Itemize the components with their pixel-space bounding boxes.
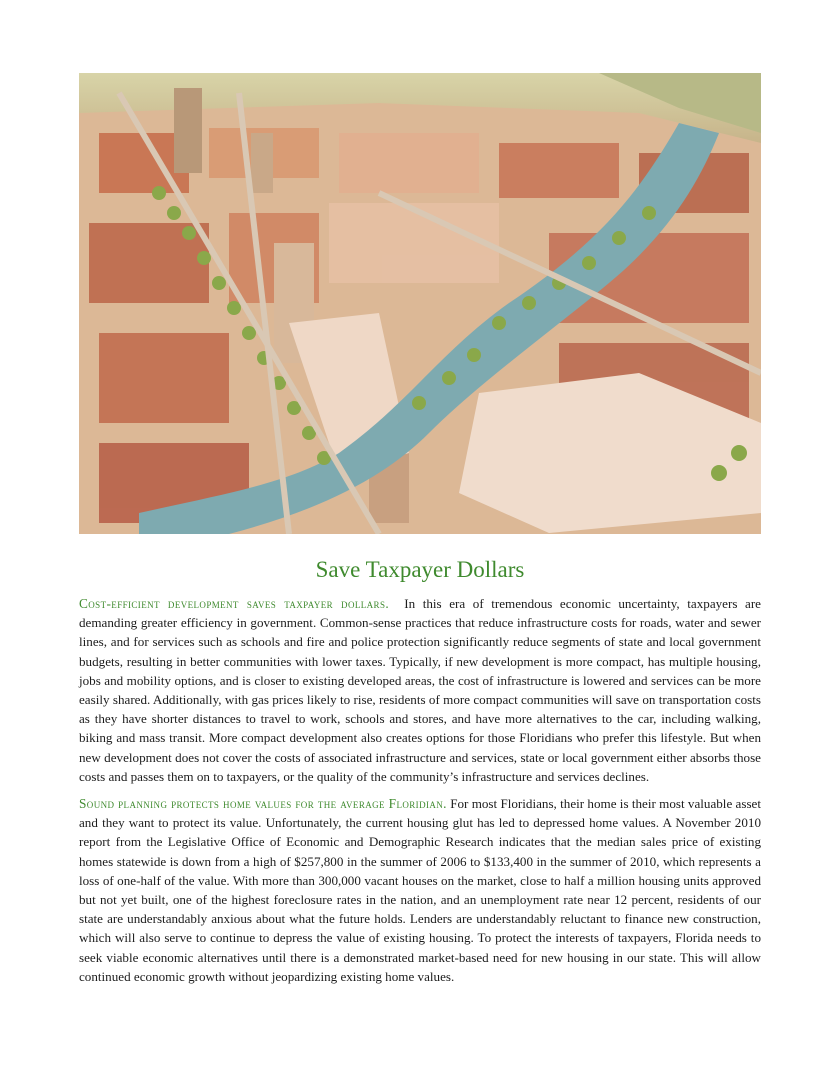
article-body — [79, 594, 761, 994]
paragraph-text: For most Floridians, their home is their most valuable asset and they want to protect its value. Unfortunately, the current housing glut has led to depressed home values. A November 2010 report from the Legislative Office of Economic and Demographic Research indicates that the median sales price of existing homes statewide is down from a high of $257,800 in the summer of 2006 to $133,400 in the summer of 2010, which represents a loss of one-half of the value. With more than 300,000 vacant houses on the market, close to half a million housing units approved but not yet built, one of the highest foreclosure rates in the nation, and an unemployment rate near 12 percent, residents of our state are understandably anxious about what the future holds. Lenders are understandably reluctant to finance new construction, which will also serve to continue to depress the value of existing housing. To protect the interests of taxpayers, Florida needs to seek viable economic alternatives until there is a demonstrated market-based need for new housing in our state. This will allow continued economic growth without jeopardizing existing home values. — [79, 796, 762, 984]
paragraph-home-values — [79, 794, 761, 986]
city-rendering-icon — [79, 73, 761, 534]
paragraph-lead: Cost-efficient development saves taxpayer dollars. — [79, 596, 390, 611]
paragraph-text: In this era of tremendous economic uncertainty, taxpayers are demanding greater efficiency in government. Common-sense practices that reduce infrastructure costs for roads, water and sewer lines, and for services such as schools and fire and police protection significantly reduce segments of state and local government budgets, resulting in better communities with lower taxes. Typically, if new development is more compact, has multiple housing, jobs and mobility options, and is closer to existing developed areas, the cost of infrastructure is lowered and services can be more easily shared. Additionally, with gas prices likely to rise, residents of more compact communities will save on transportation costs as they have shorter distances to travel to work, schools and stores, and have more alternatives to the car, including walking, biking and mass transit. More compact development also creates options for those Floridians who prefer this lifestyle. But when new development does not cover the costs of associated infrastructure and services, state or local government either absorbs those costs and passes them on to taxpayers, or the quality of the community’s infrastructure and services declines. — [79, 596, 761, 784]
aerial-city-illustration — [79, 73, 761, 534]
page-title: Save Taxpayer Dollars — [315, 557, 525, 582]
paragraph-cost-efficient — [79, 594, 761, 786]
paragraph-lead: Sound planning protects home values for the average Floridian. — [79, 796, 447, 812]
